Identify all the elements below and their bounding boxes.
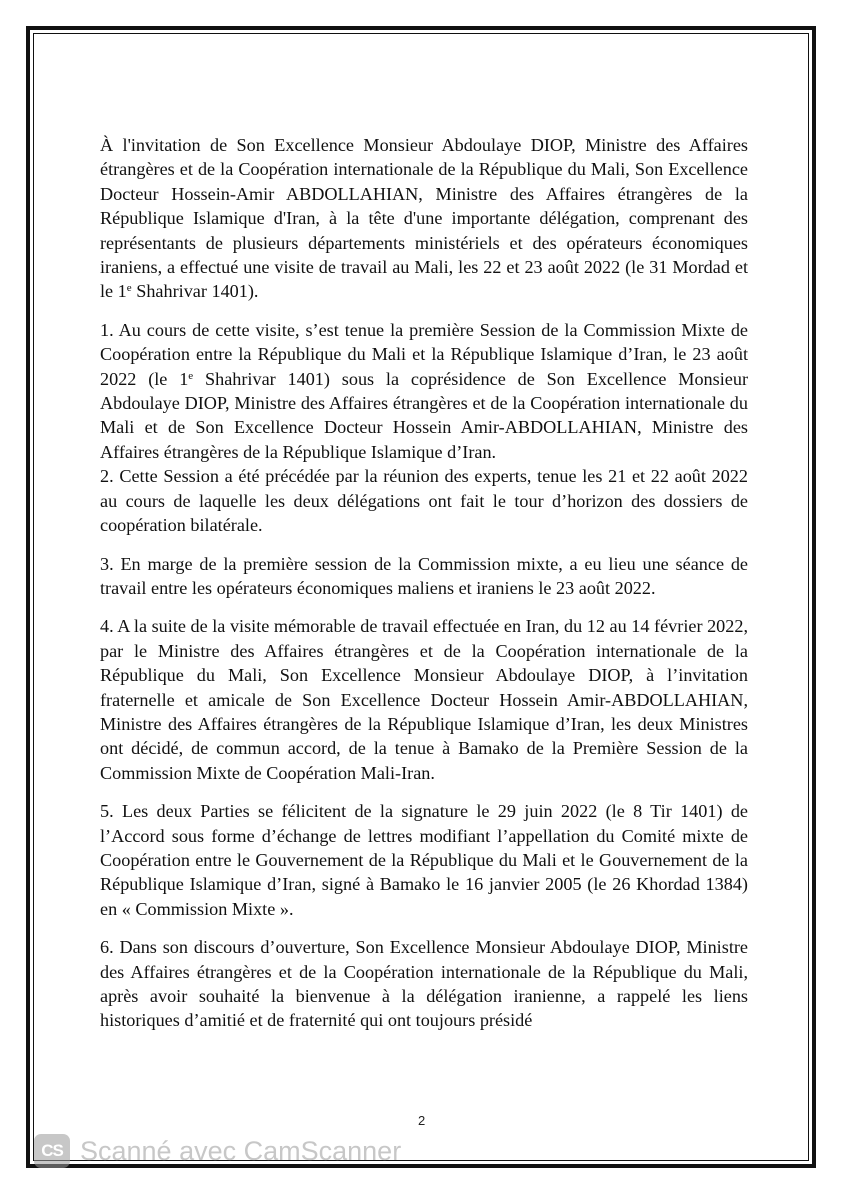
camscanner-watermark (34, 1134, 401, 1168)
paragraph-1-text-end: Shahrivar 1401) sous la coprésidence de Son Excellence Monsieur Abdoulaye DIOP, Ministre des Affaires étrangères et de la Coopération internationale du Mali et de Son Excellence Docteur Hossein Amir-ABDOLLAHIAN, Ministre des Affaires étrangères de la République Islamique d’Iran. (100, 368, 749, 462)
intro-text-end: Shahrivar 1401). (131, 281, 259, 302)
paragraph-1-text: 1. Au cours de cette visite, s’est tenue la première Session de la Commission Mixte de Coopération entre la République du Mali et la République Islamique d’Iran, le 23 août 2022 (le 1 (100, 319, 748, 389)
ordinal-superscript: e (126, 282, 132, 295)
camscanner-logo-icon: CS (34, 1134, 70, 1168)
paragraph-1 (100, 318, 748, 464)
paragraph-5: 5. Les deux Parties se félicitent de la signature le 29 juin 2022 (le 8 Tir 1401) de l’Accord sous forme d’échange de lettres modifiant l’appellation du Comité mixte de Coopération entre le Gouvernement de la République du Mali et le Gouvernement de la République Islamique d’Iran, signé à Bamako le 16 janvier 2005 (le 26 Khordad 1384) en « Commission Mixte ». (100, 801, 748, 919)
paragraph-3: 3. En marge de la première session de la Commission mixte, a eu lieu une séance de travail entre les opérateurs économiques maliens et iraniens le 23 août 2022. (100, 553, 748, 598)
page-number: 2 (418, 1113, 426, 1128)
intro-paragraph (100, 133, 748, 304)
paragraph-4: 4. A la suite de la visite mémorable de travail effectuée en Iran, du 12 au 14 février 2022, par le Ministre des Affaires étrangères et de la Coopération internationale de la République du Mali, Son Excellence Monsieur Abdoulaye DIOP, à l’invitation fraternelle et amicale de Son Excellence Docteur Hossein Amir-ABDOLLAHIAN, Ministre des Affaires étrangères de la République Islamique d’Iran, les deux Ministres ont décidé, de commun accord, de la tenue à Bamako de la Première Session de la Commission Mixte de Coopération Mali-Iran. (100, 616, 748, 783)
intro-text: À l'invitation de Son Excellence Monsieur Abdoulaye DIOP, Ministre des Affaires étrangères et de la Coopération internationale de la République du Mali, Son Excellence Docteur Hossein-Amir ABDOLLAHIAN, Ministre des Affaires étrangères de la République Islamique d'Iran, à la tête d'une importante délégation, comprenant des représentants de plusieurs départements ministériels et des opérateurs économiques iraniens, a effectué une visite de travail au Mali, les 22 et 23 août 2022 (le 31 Mordad et le 1 (100, 135, 748, 302)
document-body (100, 133, 748, 1033)
ordinal-superscript: e (188, 369, 194, 382)
watermark-text: Scanné avec CamScanner (80, 1135, 402, 1166)
paragraph-2: 2. Cette Session a été précédée par la réunion des experts, tenue les 21 et 22 août 2022 au cours de laquelle les deux délégations ont fait le tour d’horizon des dossiers de coopération bilatérale. (100, 466, 748, 536)
paragraph-6: 6. Dans son discours d’ouverture, Son Excellence Monsieur Abdoulaye DIOP, Ministre des Affaires étrangères et de la Coopération internationale de la République du Mali, après avoir souhaité la bienvenue à la délégation iranienne, a rappelé les liens historiques d’amitié et de fraternité qui ont toujours présidé (100, 937, 748, 1031)
